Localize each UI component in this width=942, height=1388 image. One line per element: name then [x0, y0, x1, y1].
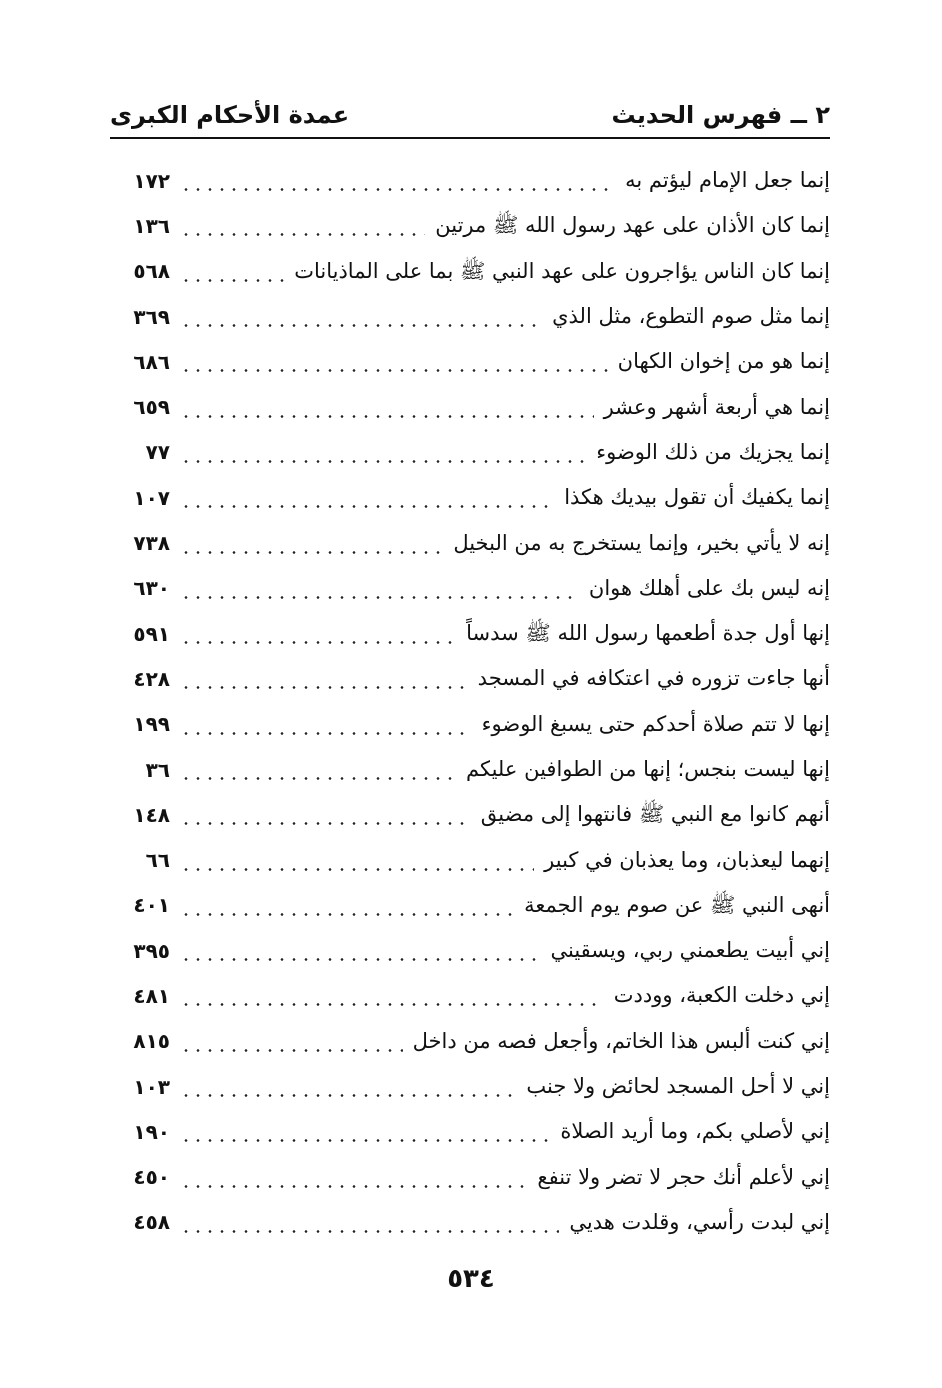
- index-entry: [110, 928, 830, 973]
- page-reference: ٦٣٠: [133, 576, 170, 601]
- page-reference: ١٩٩: [133, 712, 170, 737]
- page-number: ٥٣٤: [447, 1264, 495, 1294]
- index-entry: [110, 1200, 830, 1245]
- index-entry: [110, 339, 830, 384]
- dot-leader: [180, 233, 425, 236]
- dot-leader: [180, 415, 594, 418]
- page-reference: ٨١٥: [133, 1029, 170, 1054]
- dot-leader: [180, 732, 472, 735]
- index-entry: [110, 566, 830, 611]
- dot-leader: [180, 1049, 403, 1052]
- hadith-text: إنها أول جدة أطعمها رسول الله ﷺ سدساً: [466, 621, 830, 646]
- index-entry: [110, 475, 830, 520]
- index-entry: [110, 430, 830, 475]
- dot-leader: [180, 822, 471, 825]
- hadith-text: إنهما ليعذبان، وما يعذبان في كبير: [544, 847, 830, 872]
- hadith-text: إنما مثل صوم التطوع، مثل الذي: [552, 304, 830, 329]
- hadith-text: إنما يجزيك من ذلك الوضوء: [596, 439, 830, 464]
- index-entry: [110, 158, 830, 203]
- page-reference: ١٠٣: [133, 1074, 170, 1099]
- dot-leader: [180, 460, 586, 463]
- index-entry: [110, 249, 830, 294]
- page-reference: ٥٦٨: [133, 259, 170, 284]
- hadith-text: إنها ليست بنجس؛ إنها من الطوافين عليكم: [466, 757, 830, 781]
- page-reference: ٦٥٩: [133, 395, 170, 420]
- dot-leader: [180, 1185, 527, 1188]
- dot-leader: [180, 551, 443, 554]
- dot-leader: [180, 641, 456, 644]
- page-reference: ٦٦: [145, 848, 170, 873]
- page-reference: ٤٨١: [133, 983, 170, 1008]
- index-entry: [110, 973, 830, 1018]
- index-entry: [110, 611, 830, 656]
- dot-leader: [180, 1094, 516, 1097]
- index-entry: [110, 747, 830, 792]
- dot-leader: [180, 913, 514, 916]
- hadith-text: إني دخلت الكعبة، ووددت: [613, 983, 830, 1008]
- dot-leader: [180, 1139, 550, 1142]
- page-reference: ٤٠١: [133, 893, 170, 918]
- dot-leader: [180, 1230, 559, 1233]
- dot-leader: [180, 958, 541, 961]
- page-reference: ٣٦: [145, 757, 170, 782]
- page-reference: ١٩٠: [133, 1119, 170, 1144]
- index-entry: [110, 656, 830, 701]
- hadith-text: إنما كان الناس يؤاجرون على عهد النبي ﷺ بما على الماذيانات: [294, 258, 830, 283]
- hadith-text: إني لا أحل المسجد لحائض ولا جنب: [526, 1074, 830, 1099]
- dot-leader: [180, 188, 615, 191]
- index-entry: [110, 792, 830, 837]
- dot-leader: [180, 777, 456, 780]
- dot-leader: [180, 686, 468, 689]
- dot-leader: [180, 1003, 604, 1006]
- hadith-text: إنما جعل الإمام ليؤتم به: [625, 168, 830, 193]
- index-entry: [110, 294, 830, 339]
- page-reference: ١٧٢: [133, 168, 170, 193]
- page-reference: ٧٧: [145, 440, 170, 465]
- hadith-text: إنه لا يأتي بخير، وإنما يستخرج به من البخيل: [453, 530, 830, 555]
- page-reference: ٥٩١: [133, 621, 170, 646]
- index-entry: [110, 702, 830, 747]
- dot-leader: [180, 279, 284, 282]
- index-entry: [110, 837, 830, 882]
- hadith-text: إني أبيت يطعمني ربي، ويسقيني: [550, 938, 830, 963]
- index-entry: [110, 520, 830, 565]
- page-reference: ٤٥٨: [133, 1210, 170, 1235]
- index-entry: [110, 1155, 830, 1200]
- hadith-text: أنها جاءت تزوره في اعتكافه في المسجد: [477, 666, 830, 691]
- hadith-text: إني كنت ألبس هذا الخاتم، وأجعل فصه من داخل: [412, 1028, 830, 1053]
- page-reference: ٦٨٦: [133, 349, 170, 374]
- hadith-text: إنها لا تتم صلاة أحدكم حتى يسبغ الوضوء: [481, 711, 830, 736]
- hadith-text: إني لأصلي بكم، وما أريد الصلاة: [560, 1119, 830, 1144]
- hadith-text: إنه ليس بك على أهلك هوان: [588, 575, 830, 600]
- book-title: عمدة الأحكام الكبرى: [110, 101, 350, 129]
- index-entry: [110, 1109, 830, 1154]
- dot-leader: [180, 324, 542, 327]
- hadith-text: إنما يكفيك أن تقول بيديك هكذا: [564, 485, 830, 510]
- index-entry: [110, 384, 830, 429]
- page-reference: ٤٥٠: [133, 1165, 170, 1190]
- dot-leader: [180, 369, 608, 372]
- page-reference: ١٣٦: [133, 213, 170, 238]
- dot-leader: [180, 596, 579, 599]
- page-reference: ٤٢٨: [133, 666, 170, 691]
- hadith-text: إني لبدت رأسي، وقلدت هديي: [569, 1209, 830, 1234]
- index-entry: [110, 1064, 830, 1109]
- index-entry: [110, 1019, 830, 1064]
- hadith-index-list: [110, 158, 830, 1245]
- hadith-text: إنما كان الأذان على عهد رسول الله ﷺ مرتين: [435, 213, 830, 238]
- index-entry: [110, 883, 830, 928]
- page-reference: ٧٣٨: [133, 531, 170, 556]
- page-reference: ٣٦٩: [133, 304, 170, 329]
- page-reference: ١٤٨: [133, 802, 170, 827]
- page-reference: ٣٩٥: [133, 938, 170, 963]
- index-entry: [110, 203, 830, 248]
- running-header: [110, 96, 830, 134]
- hadith-text: إنما هو من إخوان الكهان: [617, 349, 830, 374]
- hadith-text: أنهم كانوا مع النبي ﷺ فانتهوا إلى مضيق: [480, 802, 830, 827]
- hadith-text: إنما هي أربعة أشهر وعشر: [603, 394, 830, 419]
- page-reference: ١٠٧: [133, 485, 170, 510]
- hadith-text: إني لأعلم أنك حجر لا تضر ولا تنفع: [537, 1164, 830, 1189]
- dot-leader: [180, 505, 554, 508]
- dot-leader: [180, 868, 534, 871]
- section-title: ٢ ــ فهرس الحديث: [611, 101, 830, 129]
- hadith-text: أنهى النبي ﷺ عن صوم يوم الجمعة: [524, 892, 830, 917]
- header-divider: [110, 137, 830, 139]
